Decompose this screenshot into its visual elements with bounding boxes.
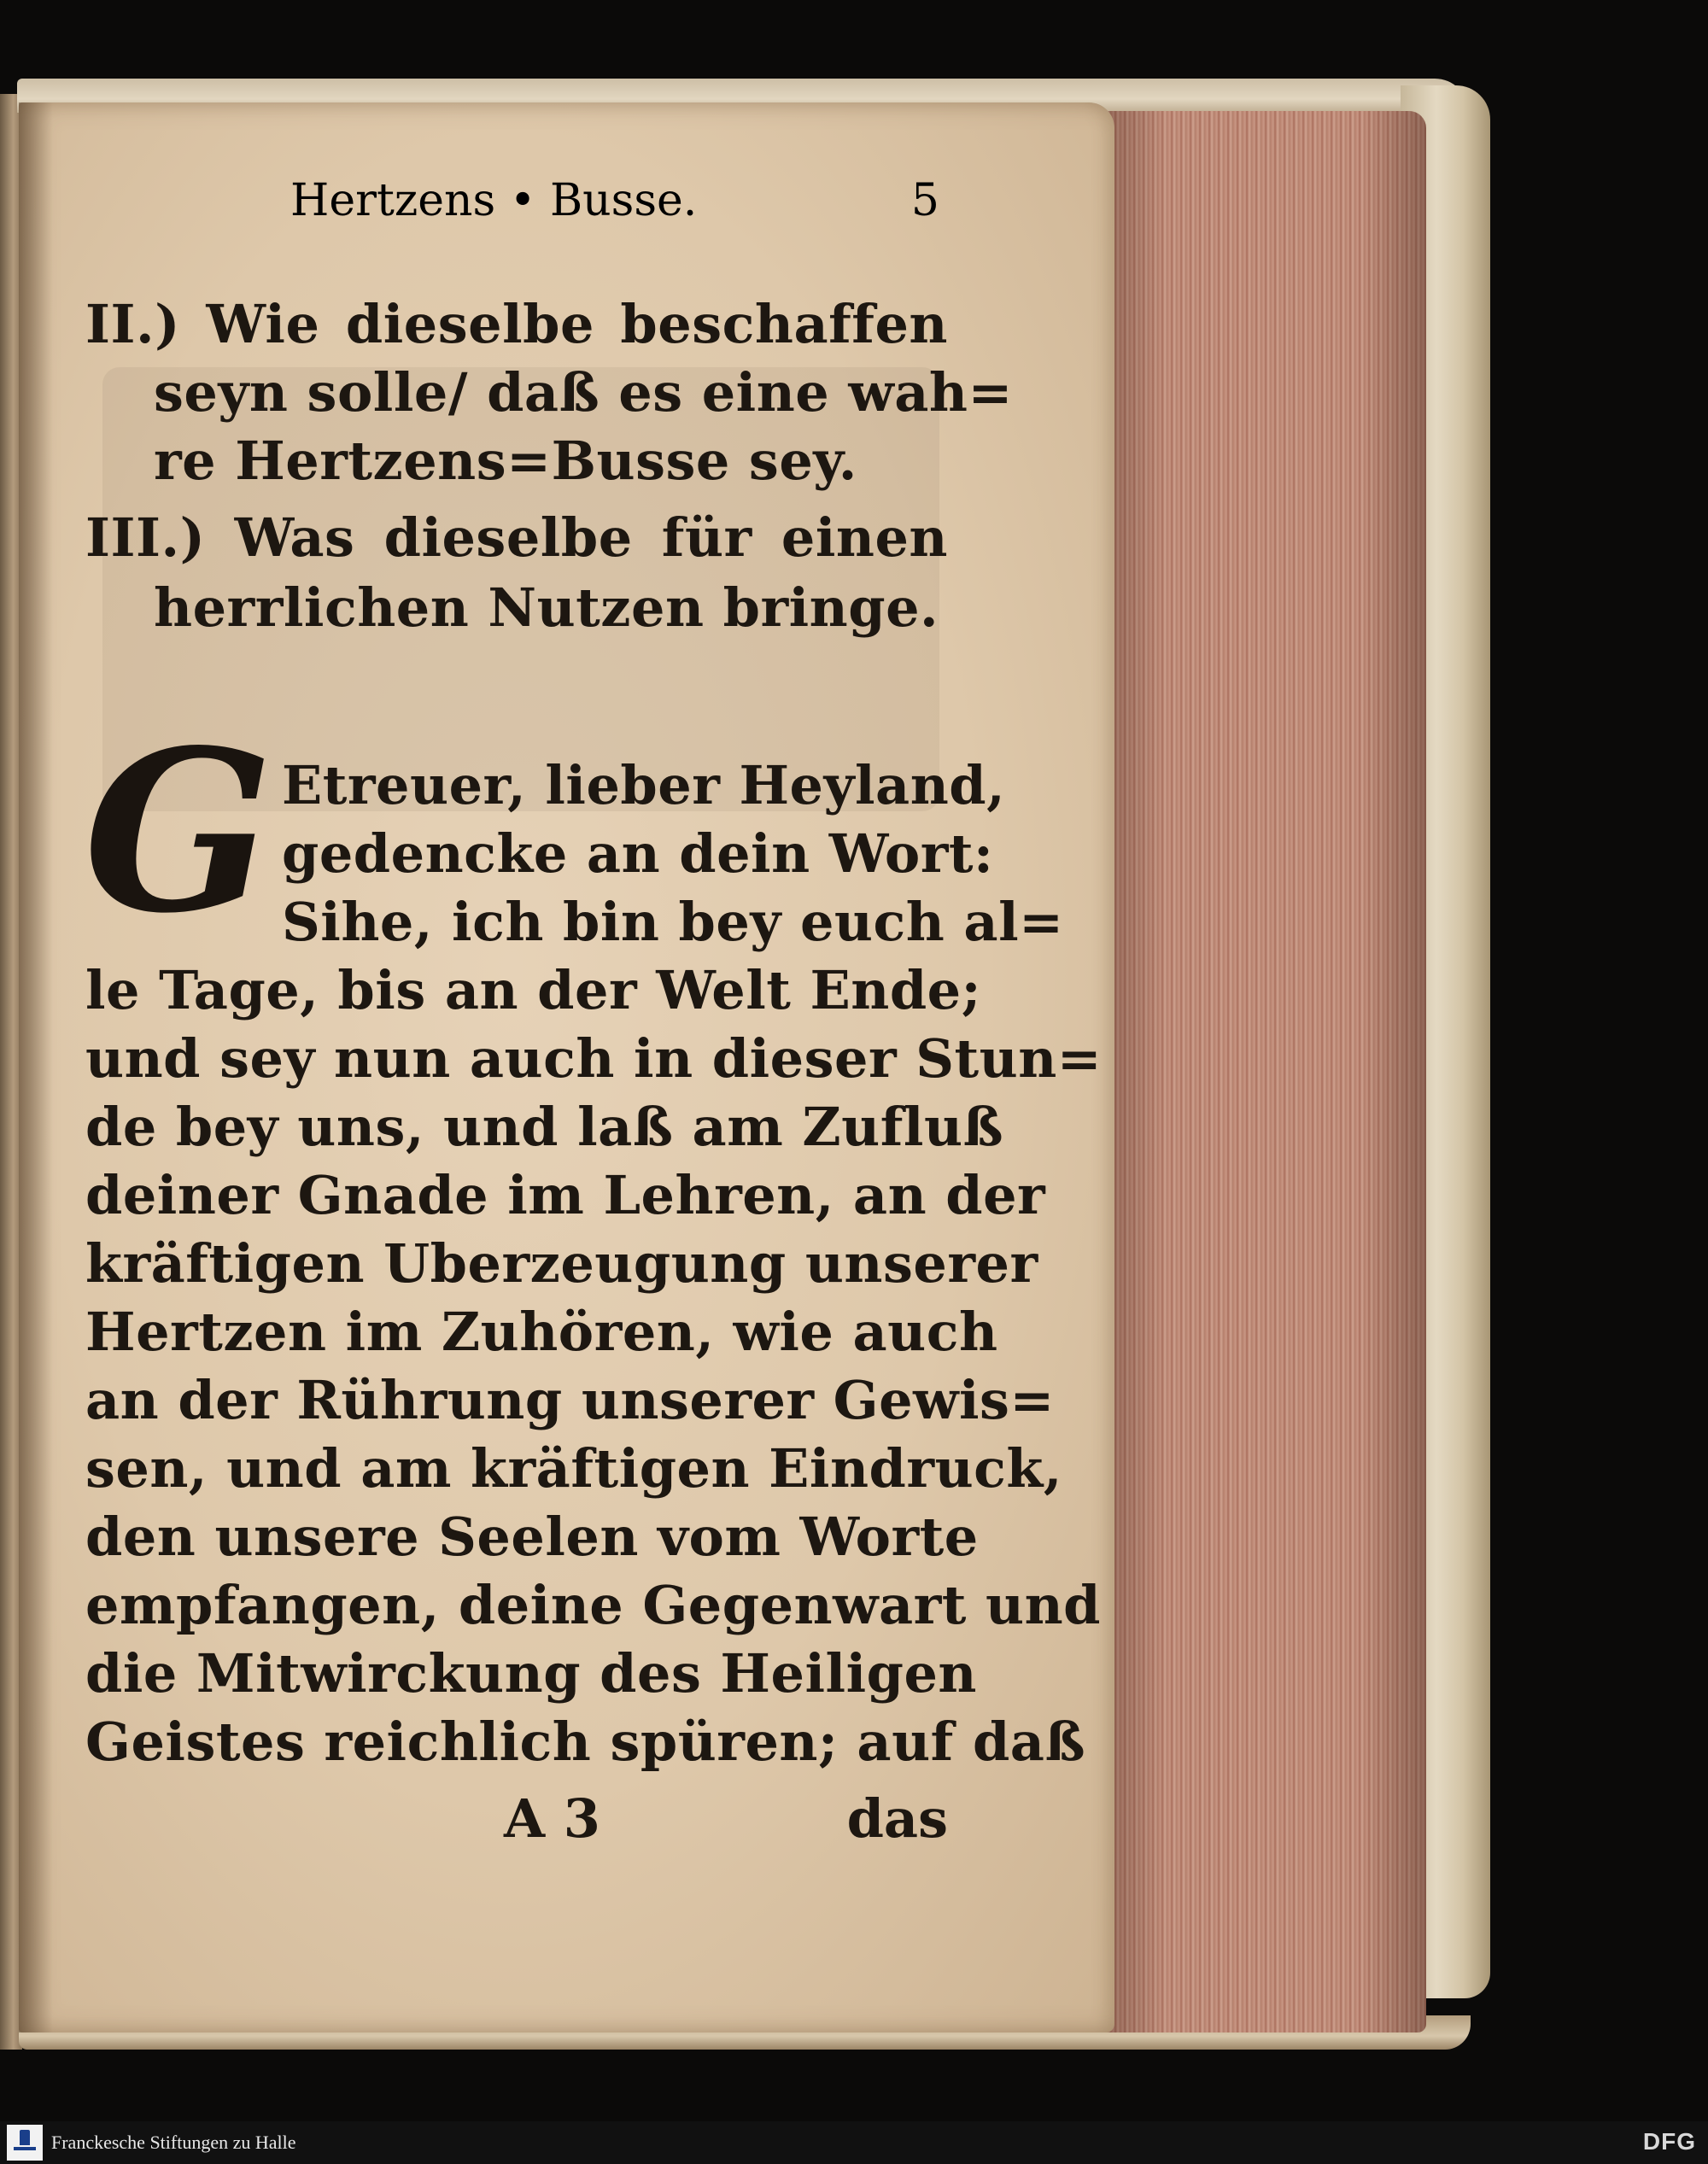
logo-building-mark <box>20 2130 30 2145</box>
text-line: kräftigen Uberzeugung unserer <box>85 1232 1038 1295</box>
text-line: Hertzen im Zuhören, wie auch <box>85 1301 998 1363</box>
institution-logo-icon <box>7 2125 43 2161</box>
text-line: II.) Wie dieselbe beschaffen <box>85 293 948 355</box>
text-line: Geistes reichlich spüren; auf daß <box>85 1711 1086 1773</box>
page-gutter-shadow <box>19 102 53 2032</box>
institution-name: Franckesche Stiftungen zu Halle <box>51 2132 296 2153</box>
text-line: seyn solle/ daß es eine wah= <box>154 361 1013 424</box>
text-line: sen, und am kräftigen Eindruck, <box>85 1437 1062 1500</box>
running-head <box>290 175 956 235</box>
footer-bar <box>0 2121 1708 2164</box>
signature-line <box>85 1785 948 1853</box>
text-line: die Mitwirckung des Heiligen <box>85 1642 977 1705</box>
running-title: Hertzens • Busse. <box>290 175 698 226</box>
signature-mark: A 3 <box>504 1787 600 1850</box>
logo-base-mark <box>14 2147 36 2150</box>
drop-cap: G <box>84 702 274 962</box>
text-line: III.) Was dieselbe für einen <box>85 506 948 569</box>
text-line: herrlichen Nutzen bringe. <box>154 576 939 639</box>
text-line: Etreuer, lieber Heyland, <box>282 754 1006 816</box>
page-edges-shading <box>1102 111 1426 2032</box>
text-line: le Tage, bis an der Welt Ende; <box>85 959 982 1021</box>
text-line: Sihe, ich bin bey euch al= <box>282 891 1064 953</box>
page-number: 5 <box>910 175 939 226</box>
text-line: gedencke an dein Wort: <box>282 822 994 885</box>
text-line: re Hertzens=Busse sey. <box>154 430 857 492</box>
funder-logo: DFG <box>1642 2128 1696 2155</box>
catchword: das <box>846 1787 948 1850</box>
text-line: und sey nun auch in dieser Stun= <box>85 1027 1103 1090</box>
text-line: deiner Gnade im Lehren, an der <box>85 1164 1046 1226</box>
text-line: an der Rührung unserer Gewis= <box>85 1369 1055 1431</box>
text-line: de bey uns, und laß am Zufluß <box>85 1096 1004 1158</box>
text-line: empfangen, deine Gegenwart und <box>85 1574 1102 1636</box>
text-line: den unsere Seelen vom Worte <box>85 1506 979 1568</box>
